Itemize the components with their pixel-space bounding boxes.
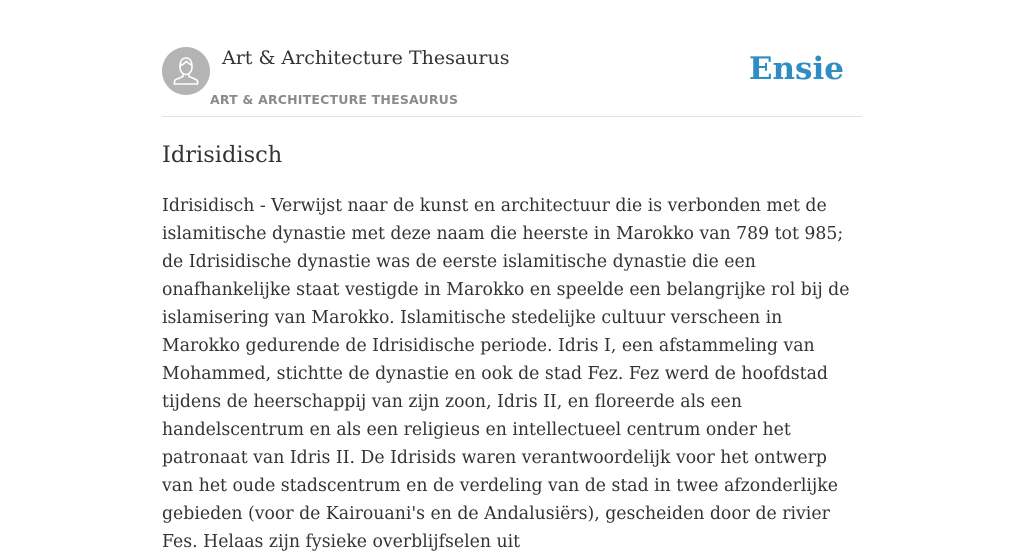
author-subtitle[interactable]: ART & ARCHITECTURE THESAURUS	[210, 92, 459, 107]
author-avatar[interactable]	[162, 47, 210, 95]
article-title: Idrisidisch	[162, 142, 283, 168]
header	[162, 40, 862, 117]
article-body: Idrisidisch - Verwijst naar de kunst en architectuur die is verbonden met de islamitische dynastie met deze naam die heerste in Marokko van 789 tot 985; de Idrisidische dynastie was de eerste islamitische dynastie die een onafhankelijke staat vestigde in Marokko en speelde een belangrijke rol bij de islamisering van Marokko. Islamitische stedelijke cultuur verscheen in Marokko gedurende de Idrisidische periode. Idris I, een afstammeling van Mohammed, stichtte de dynastie en ook de stad Fez. Fez werd de hoofdstad tijdens de heerschappij van zijn zoon, Idris II, en floreerde als een handelscentrum en als een religieus en intellectueel centrum onder het patronaat van Idris II. De Idrisids waren verantwoordelijk voor het ontwerp van het oude stadscentrum en de verdeling van de stad in twee afzonderlijke gebieden (voor de Kairouani's en de Andalusiërs), gescheiden door de rivier Fes. Helaas zijn fysieke overblijfselen uit	[162, 196, 850, 552]
author-name[interactable]: Art & Architecture Thesaurus	[222, 47, 510, 69]
user-outline-icon	[162, 47, 210, 95]
ensie-logo[interactable]: Ensie	[748, 51, 844, 87]
